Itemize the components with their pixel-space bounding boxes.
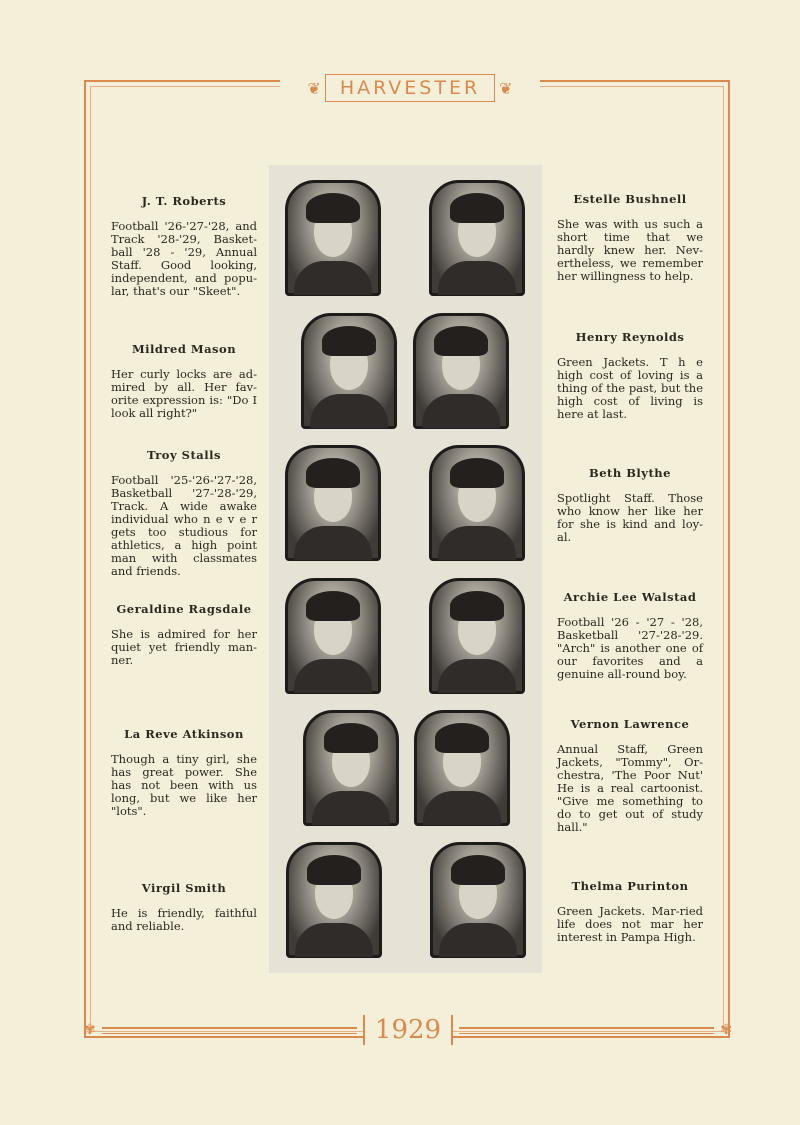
portrait-photo — [303, 710, 399, 826]
student-name: La Reve Atkinson — [124, 727, 244, 741]
publication-title: HARVESTER — [325, 74, 495, 102]
student-entry — [111, 728, 257, 818]
student-name: Vernon Lawrence — [570, 717, 690, 731]
right-scroll-ornament-icon: ❦ — [499, 78, 513, 98]
student-name: Mildred Mason — [131, 342, 237, 356]
student-entry — [111, 343, 257, 420]
student-name: J. T. Roberts — [141, 194, 227, 208]
student-entry — [111, 882, 257, 933]
student-bio: Green Jackets. Mar-ried life does not mar her interest in Pampa High. — [557, 904, 703, 944]
student-bio: Spotlight Staff. Those who know her like her for she is kind and loy-al. — [557, 491, 703, 544]
portrait-photo — [414, 710, 510, 826]
student-name: Thelma Purinton — [571, 879, 689, 893]
student-name: Troy Stalls — [147, 448, 221, 462]
portrait-photo — [429, 445, 525, 561]
student-bio: Football '26-'27-'28, and Track '28-'29, Basket-ball '28 - '29, Annual Staff. Good looking, independent, and popu-lar, that's our "Skeet". — [111, 219, 257, 298]
student-name: Henry Reynolds — [575, 330, 685, 344]
student-name: Estelle Bushnell — [573, 192, 687, 206]
footer-rule — [102, 1027, 357, 1034]
student-entry — [557, 718, 703, 834]
student-bio: She is admired for her quiet yet friendly man-ner. — [111, 627, 257, 667]
yearbook-year: 1929 — [363, 1015, 453, 1045]
portrait-photo — [286, 842, 382, 958]
portrait-photo — [430, 842, 526, 958]
student-entry — [111, 603, 257, 667]
portrait-photo — [285, 445, 381, 561]
student-entry — [111, 195, 257, 298]
right-flourish-icon: ✾ — [720, 1022, 733, 1038]
student-bio: She was with us such a short time that we hardly knew her. Nev-ertheless, we remember her willingness to help. — [557, 217, 703, 283]
portrait-photo — [413, 313, 509, 429]
page-header — [280, 70, 540, 106]
portrait-panel — [269, 165, 542, 973]
student-bio: Football '25-'26-'27-'28, Basketball '27-'28-'29, Track. A wide awake individual who n e v e r gets too studious for athletics, a high point man with classmates and friends. — [111, 473, 257, 578]
student-bio: Green Jackets. T h e high cost of loving is a thing of the past, but the high cost of living is here at last. — [557, 355, 703, 421]
left-flourish-icon: ✾ — [84, 1022, 96, 1038]
page-footer — [84, 1012, 732, 1048]
student-bio: He is friendly, faithful and reliable. — [111, 906, 257, 933]
student-bio: Her curly locks are ad-mired by all. Her fav-orite expression is: "Do I look all right?" — [111, 367, 257, 420]
student-name: Archie Lee Walstad — [563, 590, 697, 604]
portrait-photo — [429, 180, 525, 296]
student-entry — [111, 449, 257, 578]
student-entry — [557, 591, 703, 681]
portrait-photo — [285, 578, 381, 694]
footer-rule — [459, 1027, 714, 1034]
student-bio: Football '26 - '27 - '28, Basketball '27-'28-'29. "Arch" is another one of our favorites and a genuine all-round boy. — [557, 615, 703, 681]
left-scroll-ornament-icon: ❦ — [307, 78, 321, 98]
student-name: Virgil Smith — [141, 881, 227, 895]
student-entry — [557, 331, 703, 421]
student-entry — [557, 880, 703, 944]
student-bio: Annual Staff, Green Jackets, "Tommy", Or-chestra, 'The Poor Nut' He is a real cartoonist. "Give me something to do to get out of study hall." — [557, 742, 703, 834]
portrait-photo — [429, 578, 525, 694]
student-name: Beth Blythe — [589, 466, 671, 480]
student-name: Geraldine Ragsdale — [116, 602, 252, 616]
portrait-photo — [285, 180, 381, 296]
student-entry — [557, 193, 703, 283]
portrait-photo — [301, 313, 397, 429]
student-entry — [557, 467, 703, 544]
student-bio: Though a tiny girl, she has great power. She has not been with us long, but we like her "lots". — [111, 752, 257, 818]
